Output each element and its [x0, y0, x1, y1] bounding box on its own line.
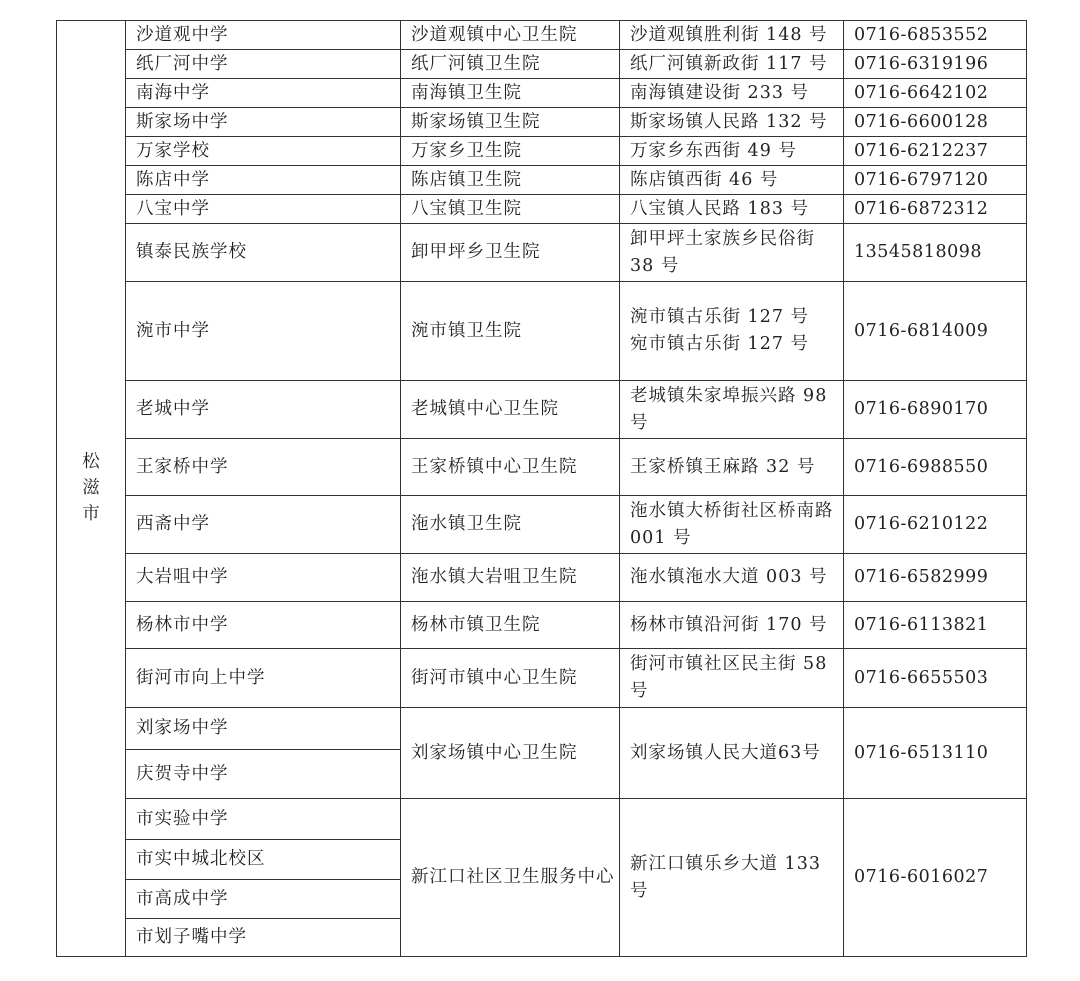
hospital-cell: 沲水镇大岩咀卫生院 — [401, 554, 620, 602]
table-row — [57, 137, 1027, 166]
phone-cell: 13545818098 — [844, 224, 1027, 282]
address-cell: 万家乡东西街 49 号 — [620, 137, 844, 166]
school-cell: 杨林市中学 — [126, 602, 401, 649]
address-cell: 老城镇朱家埠振兴路 98 号 — [620, 381, 844, 439]
table-row — [57, 496, 1027, 554]
phone-cell: 0716-6988550 — [844, 439, 1027, 496]
address-cell: 陈店镇西街 46 号 — [620, 166, 844, 195]
phone-cell: 0716-6016027 — [844, 799, 1027, 957]
school-cell: 八宝中学 — [126, 195, 401, 224]
school-cell: 老城中学 — [126, 381, 401, 439]
phone-cell: 0716-6642102 — [844, 79, 1027, 108]
address-line: 涴市镇古乐街 127 号 — [630, 307, 810, 327]
phone-cell: 0716-6872312 — [844, 195, 1027, 224]
hospital-cell: 涴市镇卫生院 — [401, 282, 620, 381]
address-cell: 王家桥镇王麻路 32 号 — [620, 439, 844, 496]
table-row — [57, 602, 1027, 649]
phone-cell: 0716-6814009 — [844, 282, 1027, 381]
school-cell: 市高成中学 — [126, 880, 401, 919]
table-row — [57, 166, 1027, 195]
table-row — [57, 381, 1027, 439]
address-cell: 斯家场镇人民路 132 号 — [620, 108, 844, 137]
clinic-table — [56, 20, 1027, 957]
address-cell: 沙道观镇胜利街 148 号 — [620, 21, 844, 50]
hospital-cell: 南海镇卫生院 — [401, 79, 620, 108]
phone-cell: 0716-6890170 — [844, 381, 1027, 439]
address-cell: 纸厂河镇新政街 117 号 — [620, 50, 844, 79]
address-cell: 卸甲坪土家族乡民俗街 38 号 — [620, 224, 844, 282]
phone-cell: 0716-6600128 — [844, 108, 1027, 137]
address-cell: 沲水镇沲水大道 003 号 — [620, 554, 844, 602]
hospital-cell: 杨林市镇卫生院 — [401, 602, 620, 649]
school-cell: 市划子嘴中学 — [126, 919, 401, 957]
hospital-cell: 刘家场镇中心卫生院 — [401, 708, 620, 799]
address-cell: 南海镇建设街 233 号 — [620, 79, 844, 108]
address-cell: 沲水镇大桥街社区桥南路 001 号 — [620, 496, 844, 554]
address-cell: 刘家场镇人民大道63号 — [620, 708, 844, 799]
address-cell: 杨林市镇沿河街 170 号 — [620, 602, 844, 649]
phone-cell: 0716-6113821 — [844, 602, 1027, 649]
hospital-cell: 沙道观镇中心卫生院 — [401, 21, 620, 50]
table-row — [57, 439, 1027, 496]
school-cell: 庆贺寺中学 — [126, 750, 401, 799]
hospital-cell: 陈店镇卫生院 — [401, 166, 620, 195]
school-cell: 西斋中学 — [126, 496, 401, 554]
school-cell: 街河市向上中学 — [126, 649, 401, 708]
school-cell: 大岩咀中学 — [126, 554, 401, 602]
phone-cell: 0716-6513110 — [844, 708, 1027, 799]
region-cell — [57, 21, 126, 957]
address-cell: 八宝镇人民路 183 号 — [620, 195, 844, 224]
table-row — [57, 79, 1027, 108]
school-cell: 陈店中学 — [126, 166, 401, 195]
address-cell: 街河市镇社区民主街 58 号 — [620, 649, 844, 708]
table-row — [57, 195, 1027, 224]
hospital-cell: 沲水镇卫生院 — [401, 496, 620, 554]
phone-cell: 0716-6319196 — [844, 50, 1027, 79]
address-cell: 新江口镇乐乡大道 133 号 — [620, 799, 844, 957]
address-line-alt: 宛市镇古乐街 127 号 — [630, 334, 810, 354]
school-cell: 纸厂河中学 — [126, 50, 401, 79]
hospital-cell: 新江口社区卫生服务中心 — [401, 799, 620, 957]
school-cell: 刘家场中学 — [126, 708, 401, 750]
table-row — [57, 108, 1027, 137]
table-row — [57, 554, 1027, 602]
table-row — [57, 50, 1027, 79]
hospital-cell: 万家乡卫生院 — [401, 137, 620, 166]
phone-cell: 0716-6210122 — [844, 496, 1027, 554]
phone-cell: 0716-6655503 — [844, 649, 1027, 708]
table-row — [57, 708, 1027, 750]
school-cell: 市实验中学 — [126, 799, 401, 840]
school-cell: 涴市中学 — [126, 282, 401, 381]
school-cell: 王家桥中学 — [126, 439, 401, 496]
region-label: 松滋市 — [82, 452, 100, 524]
phone-cell: 0716-6582999 — [844, 554, 1027, 602]
address-cell — [620, 282, 844, 381]
school-cell: 沙道观中学 — [126, 21, 401, 50]
table-row — [57, 21, 1027, 50]
table-row — [57, 799, 1027, 840]
phone-cell: 0716-6797120 — [844, 166, 1027, 195]
phone-cell: 0716-6853552 — [844, 21, 1027, 50]
hospital-cell: 纸厂河镇卫生院 — [401, 50, 620, 79]
hospital-cell: 王家桥镇中心卫生院 — [401, 439, 620, 496]
school-cell: 万家学校 — [126, 137, 401, 166]
table-row — [57, 224, 1027, 282]
school-cell: 南海中学 — [126, 79, 401, 108]
hospital-cell: 老城镇中心卫生院 — [401, 381, 620, 439]
hospital-cell: 斯家场镇卫生院 — [401, 108, 620, 137]
school-cell: 斯家场中学 — [126, 108, 401, 137]
phone-cell: 0716-6212237 — [844, 137, 1027, 166]
school-cell: 市实中城北校区 — [126, 840, 401, 880]
table-row — [57, 282, 1027, 381]
school-cell: 镇泰民族学校 — [126, 224, 401, 282]
table-row — [57, 649, 1027, 708]
hospital-cell: 卸甲坪乡卫生院 — [401, 224, 620, 282]
hospital-cell: 八宝镇卫生院 — [401, 195, 620, 224]
hospital-cell: 街河市镇中心卫生院 — [401, 649, 620, 708]
